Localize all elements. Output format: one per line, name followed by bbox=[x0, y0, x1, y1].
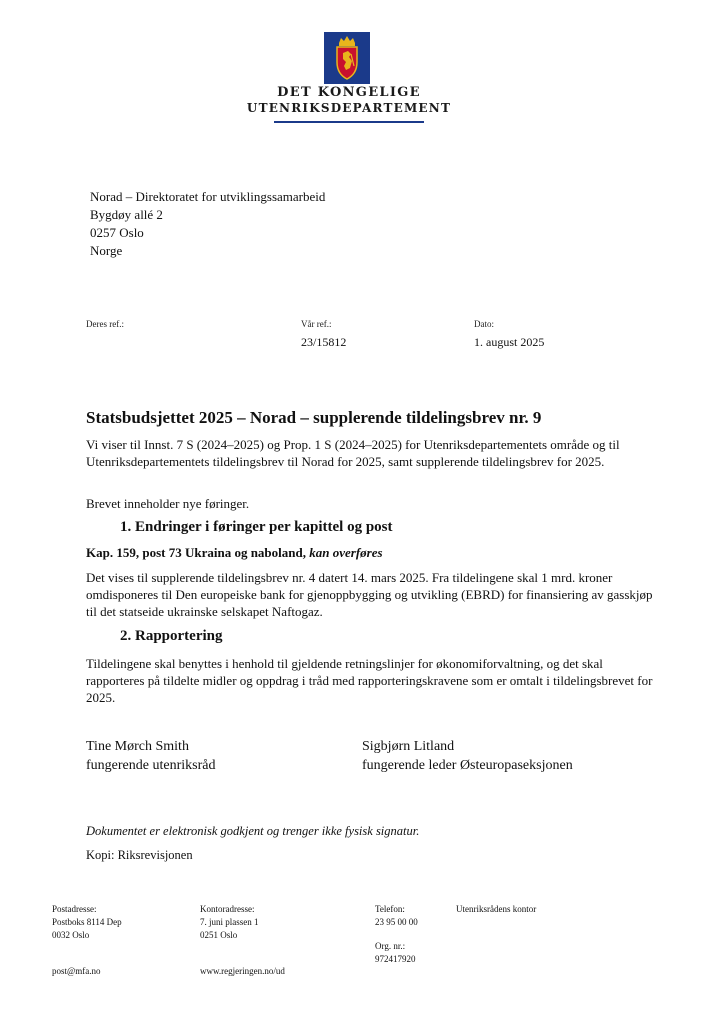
section1-heading: 1. Endringer i føringer per kapittel og post bbox=[120, 519, 393, 535]
logo-text-line2: UTENRIKSDEPARTEMENT bbox=[246, 101, 452, 115]
var-ref-label: Vår ref.: bbox=[301, 319, 332, 329]
royal-crest-icon bbox=[324, 32, 370, 84]
signature-left bbox=[86, 737, 215, 775]
footer-website[interactable]: www.regjeringen.no/ud bbox=[200, 966, 285, 976]
signature-right bbox=[362, 737, 573, 775]
signatory-right-name: Sigbjørn Litland bbox=[362, 739, 455, 754]
var-ref-value: 23/15812 bbox=[301, 335, 347, 349]
date-label: Dato: bbox=[474, 319, 494, 329]
intro-paragraph-2: Brevet inneholder nye føringer. bbox=[86, 496, 250, 511]
kap-heading-italic: kan overføres bbox=[309, 545, 383, 560]
recipient-line3: 0257 Oslo bbox=[90, 225, 144, 240]
logo-underline bbox=[274, 121, 424, 123]
footer-kontor-line1: 7. juni plassen 1 bbox=[200, 917, 259, 927]
recipient-line1: Norad – Direktoratet for utviklingssamarbeid bbox=[90, 189, 326, 204]
footer-post-line2: 0032 Oslo bbox=[52, 930, 90, 940]
footer-org bbox=[375, 940, 416, 966]
footer-office bbox=[200, 903, 259, 942]
section2-heading: 2. Rapportering bbox=[120, 628, 223, 644]
footer-org-label: Org. nr.: bbox=[375, 941, 406, 951]
copy-recipient: Kopi: Riksrevisjonen bbox=[86, 848, 193, 862]
electronic-approval-note: Dokumentet er elektronisk godkjent og trenger ikke fysisk signatur. bbox=[86, 824, 420, 838]
kap-heading bbox=[86, 545, 383, 561]
section2-paragraph: Tildelingene skal benyttes i henhold til gjeldende retningslinjer for økonomiforvaltning, og det skal rapporteres på tildelte midler og oppdrag i tråd med rapporteringskravene som er omtalt i tildelingsbrevet for 2025. bbox=[86, 656, 653, 705]
footer-org-value: 972417920 bbox=[375, 954, 416, 964]
footer-telefon-label: Telefon: bbox=[375, 904, 405, 914]
logo-text-line1: DET KONGELIGE bbox=[277, 85, 421, 100]
intro-paragraph: Vi viser til Innst. 7 S (2024–2025) og Prop. 1 S (2024–2025) for Utenriksdepartementets område og til Utenriksdepartementets tildelingsbrev til Norad for 2025, samt supplerende tildelingsbrev for 2025. bbox=[86, 437, 620, 469]
letter-title: Statsbudsjettet 2025 – Norad – supplerende tildelingsbrev nr. 9 bbox=[86, 408, 542, 427]
signatory-left-name: Tine Mørch Smith bbox=[86, 739, 189, 754]
footer-telefon-value: 23 95 00 00 bbox=[375, 917, 418, 927]
footer-post-label: Postadresse: bbox=[52, 904, 97, 914]
footer-kontor-line2: 0251 Oslo bbox=[200, 930, 238, 940]
footer-email[interactable]: post@mfa.no bbox=[52, 966, 101, 976]
footer-kontor-label: Kontoradresse: bbox=[200, 904, 255, 914]
footer-office-name: Utenriksrådens kontor bbox=[456, 904, 537, 914]
date-value: 1. august 2025 bbox=[474, 335, 545, 349]
footer-phone bbox=[375, 903, 418, 929]
signatory-right-title: fungerende leder Østeuropaseksjonen bbox=[362, 758, 573, 773]
recipient-line2: Bygdøy allé 2 bbox=[90, 207, 163, 222]
footer-post-line1: Postboks 8114 Dep bbox=[52, 917, 122, 927]
footer-postal bbox=[52, 903, 122, 942]
kap-heading-text: Kap. 159, post 73 Ukraina og naboland, bbox=[86, 545, 306, 560]
recipient-line4: Norge bbox=[90, 243, 123, 258]
signatory-left-title: fungerende utenriksråd bbox=[86, 758, 216, 773]
deres-ref-label: Deres ref.: bbox=[86, 319, 124, 329]
recipient-address bbox=[90, 188, 325, 260]
section1-paragraph: Det vises til supplerende tildelingsbrev nr. 4 datert 14. mars 2025. Fra tildelingene skal 1 mrd. kroner omdisponeres til Den europeiske bank for gjenoppbygging og utvikling (EBRD) for finansiering av gasskjøp til det statseide ukrainske selskapet Naftogaz. bbox=[86, 570, 653, 619]
